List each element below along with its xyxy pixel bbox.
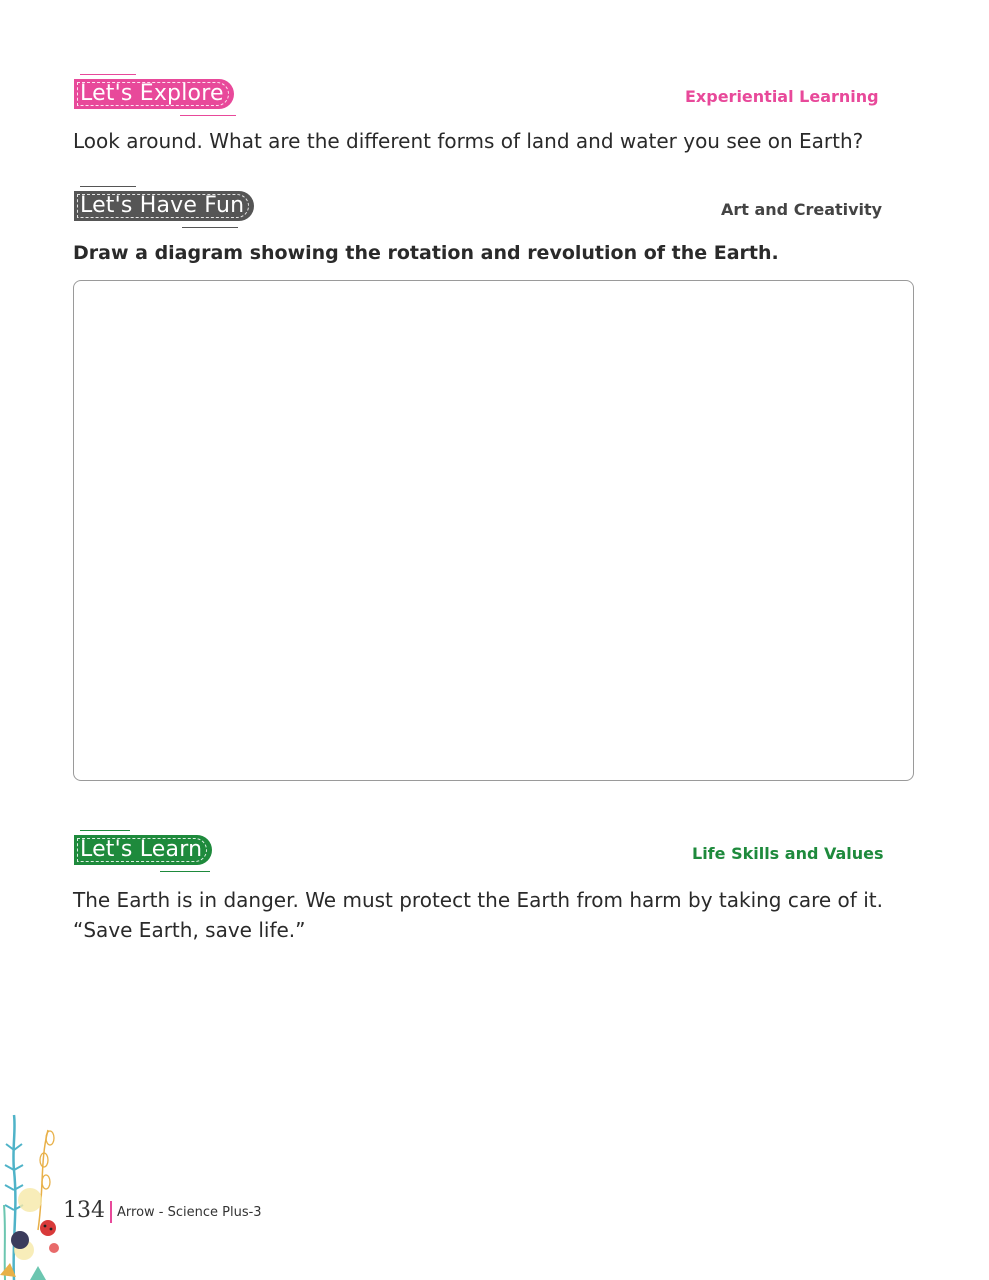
page-number: 134 <box>63 1198 105 1223</box>
fun-instruction: Draw a diagram showing the rotation and revolution of the Earth. <box>73 242 779 264</box>
fun-skill-label: Art and Creativity <box>721 200 883 219</box>
learn-tag-top-line <box>80 830 130 831</box>
explore-section-tag: Let's Explore <box>74 79 234 109</box>
explore-tag-bottom-line <box>180 115 236 116</box>
drawing-box[interactable] <box>73 280 914 781</box>
fun-tag-bottom-line <box>182 227 238 228</box>
learn-tag-bottom-line <box>160 871 210 872</box>
book-title: Arrow - Science Plus-3 <box>117 1205 262 1220</box>
learn-text-line-2: “Save Earth, save life.” <box>73 918 306 942</box>
explore-tag-top-line <box>80 74 136 75</box>
fun-tag-top-line <box>80 186 136 187</box>
explore-skill-label: Experiential Learning <box>685 87 879 106</box>
learn-skill-label: Life Skills and Values <box>692 844 884 863</box>
learn-text-line-1: The Earth is in danger. We must protect the Earth from harm by taking care of it. <box>73 888 883 912</box>
learn-section-tag: Let's Learn <box>74 835 212 865</box>
fun-section-tag: Let's Have Fun <box>74 191 254 221</box>
explore-question: Look around. What are the different forms of land and water you see on Earth? <box>73 129 864 153</box>
footer-divider <box>110 1201 112 1223</box>
floral-decoration-icon <box>0 1110 70 1280</box>
